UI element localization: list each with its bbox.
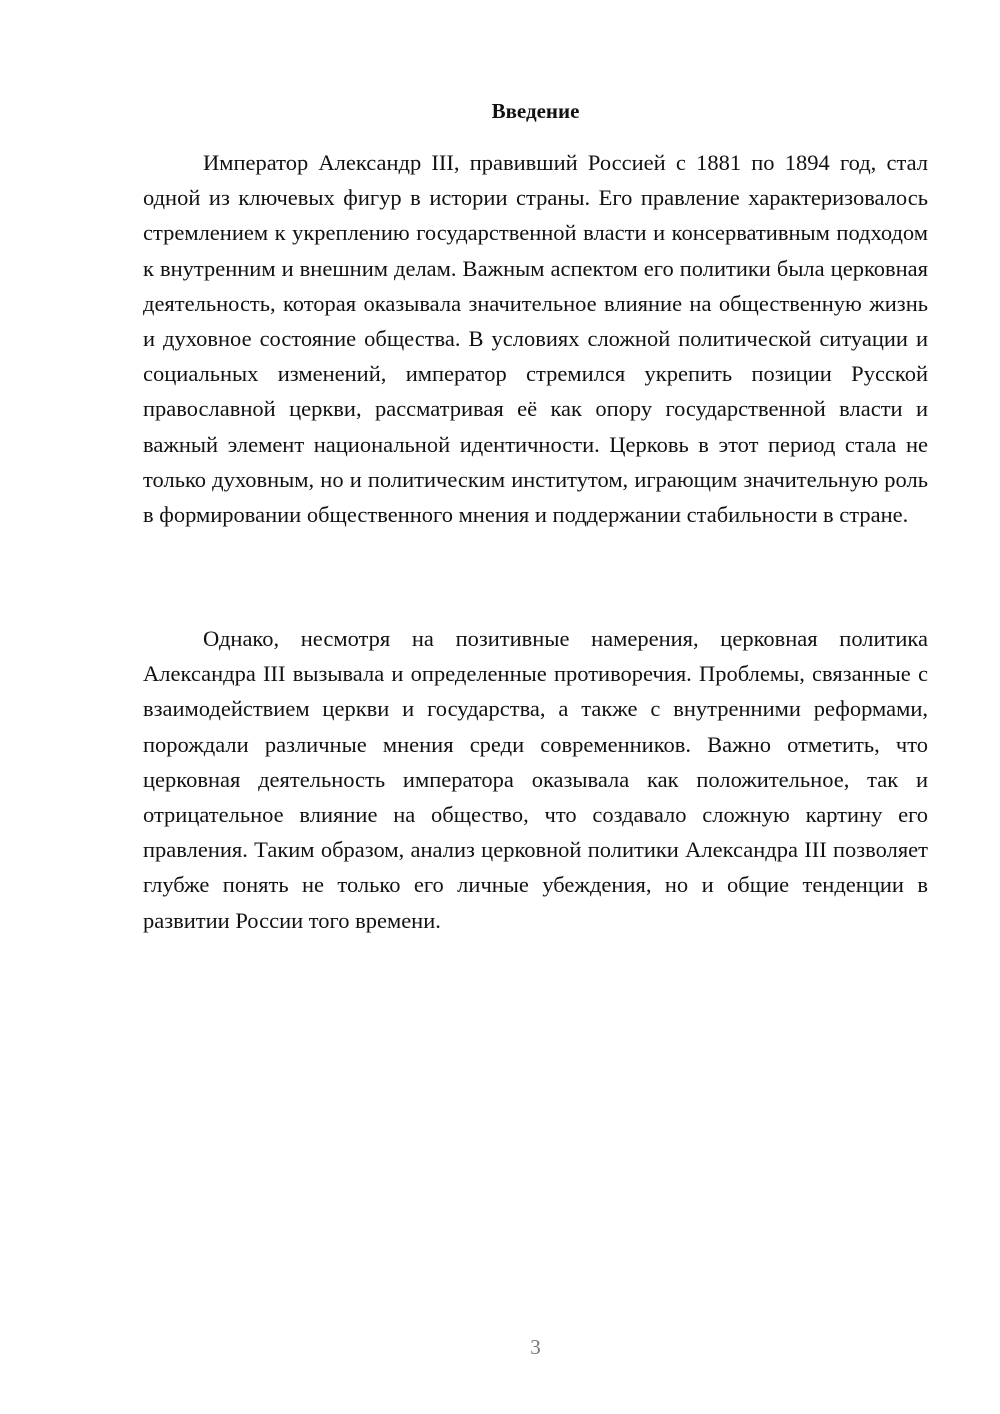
paragraph-2: Однако, несмотря на позитивные намерения, церковная политика Александра III вызывала и определенные противоречия. Проблемы, связанные с взаимодействием церкви и государства, а также с внутренними реформами, порождали различные мнения среди современников. Важно отметить, что церковная деятельность императора оказывала как положительное, так и отрицательное влияние на общество, что создавало сложную картину его правления. Таким образом, анализ церковной политики Александра III позволяет глубже понять не только его личные убеждения, но и общие тенденции в развитии России того времени. bbox=[143, 626, 928, 933]
section-heading: Введение bbox=[491, 99, 580, 123]
page-number: 3 bbox=[530, 1335, 541, 1359]
paragraph-1: Император Александр III, правивший Россией с 1881 по 1894 год, стал одной из ключевых фигур в истории страны. Его правление характеризовалось стремлением к укреплению государственной власти и консервативным подходом к внутренним и внешним делам. Важным аспектом его политики была церковная деятельность, которая оказывала значительное влияние на общественную жизнь и духовное состояние общества. В условиях сложной политической ситуации и социальных изменений, император стремился укрепить позиции Русской православной церкви, рассматривая её как опору государственной власти и важный элемент национальной идентичности. Церковь в этот период стала не только духовным, но и политическим институтом, играющим значительную роль в формировании общественного мнения и поддержании стабильности в стране. bbox=[143, 150, 928, 528]
